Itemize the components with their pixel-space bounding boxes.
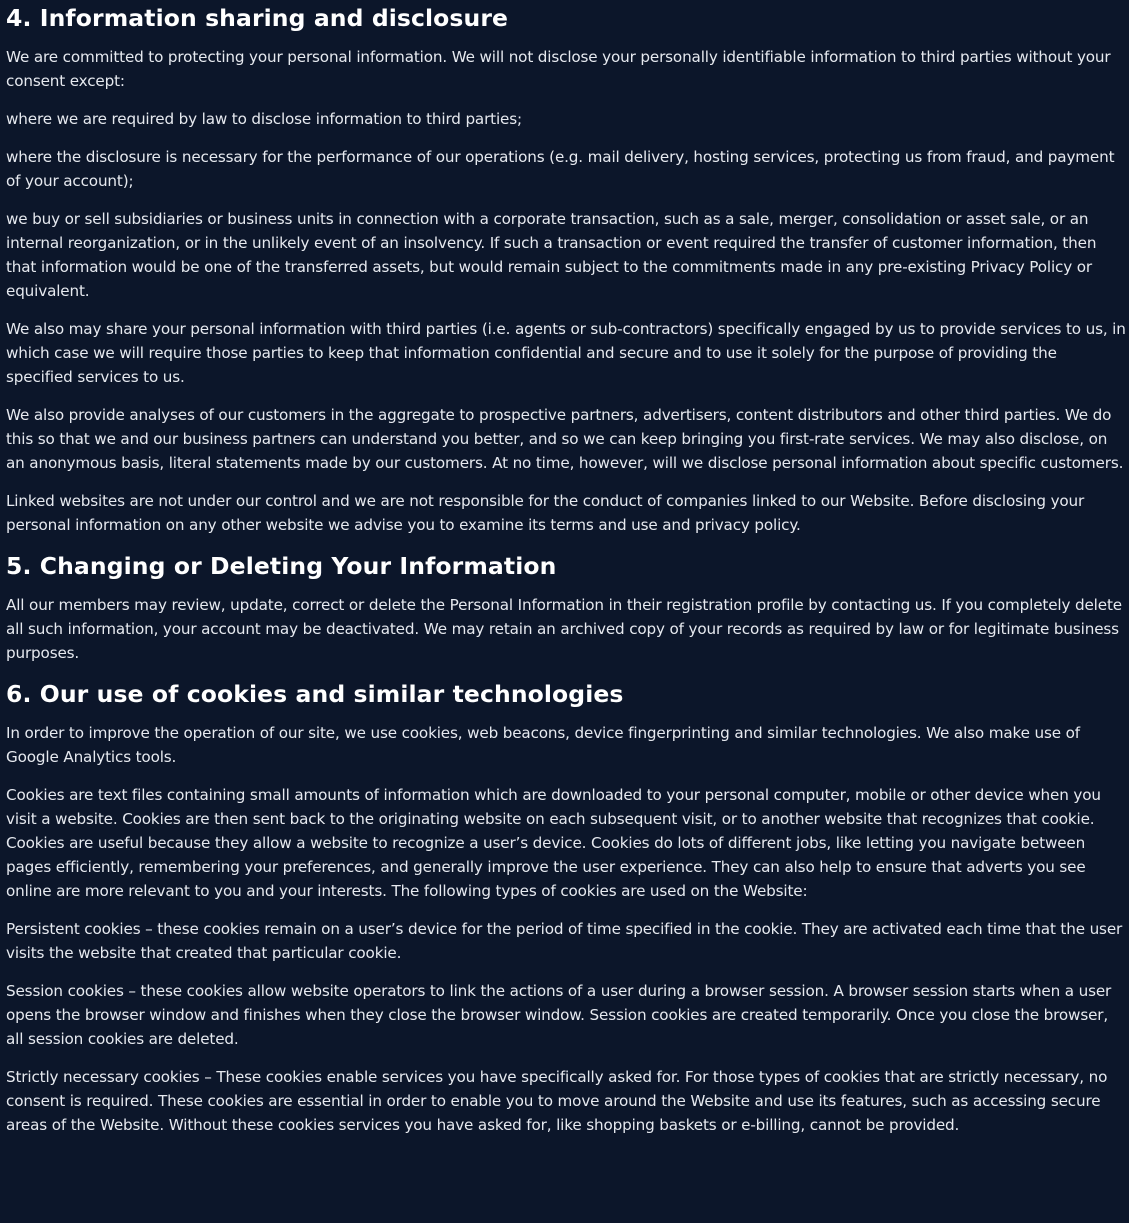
paragraph: Session cookies – these cookies allow website operators to link the actions of a user during a browser session. A browser session starts when a user opens the browser window and finishes when they close the browser window. Session cookies are created temporarily. Once you close the browser, all session cookies are deleted. (6, 982, 1112, 1048)
paragraph: where we are required by law to disclose information to third parties; (6, 110, 522, 128)
section-heading-cookies: 6. Our use of cookies and similar technologies (6, 680, 624, 708)
section-heading-changing-deleting: 5. Changing or Deleting Your Information (6, 552, 557, 580)
paragraph: we buy or sell subsidiaries or business units in connection with a corporate transaction, such as a sale, merger, consolidation or asset sale, or an internal reorganization, or in the unlikely event of an insolvency. If such a transaction or event required the transfer of customer information, then that information would be one of the transferred assets, but would remain subject to the commitments made in any pre-existing Privacy Policy or equivalent. (6, 210, 1097, 300)
privacy-policy-content (0, 3, 1129, 1137)
paragraph: We also provide analyses of our customers in the aggregate to prospective partners, advertisers, content distributors and other third parties. We do this so that we and our business partners can understand you better, and so we can keep bringing you first-rate services. We may also disclose, on an anonymous basis, literal statements made by our customers. At no time, however, will we disclose personal information about specific customers. (6, 406, 1124, 472)
paragraph: where the disclosure is necessary for the performance of our operations (e.g. mail delivery, hosting services, protecting us from fraud, and payment of your account); (6, 148, 1115, 190)
paragraph: In order to improve the operation of our site, we use cookies, web beacons, device fingerprinting and similar technologies. We also make use of Google Analytics tools. (6, 724, 1080, 766)
paragraph: Linked websites are not under our control and we are not responsible for the conduct of companies linked to our Website. Before disclosing your personal information on any other website we advise you to examine its terms and use and privacy policy. (6, 492, 1085, 534)
paragraph: We are committed to protecting your personal information. We will not disclose your personally identifiable information to third parties without your consent except: (6, 48, 1111, 90)
paragraph: Cookies are text files containing small amounts of information which are downloaded to your personal computer, mobile or other device when you visit a website. Cookies are then sent back to the originating website on each subsequent visit, or to another website that recognizes that cookie. Cookies are useful because they allow a website to recognize a user’s device. Cookies do lots of different jobs, like letting you navigate between pages efficiently, remembering your preferences, and generally improve the user experience. They can also help to ensure that adverts you see online are more relevant to you and your interests. The following types of cookies are used on the Website: (6, 786, 1101, 900)
paragraph: We also may share your personal information with third parties (i.e. agents or sub-contractors) specifically engaged by us to provide services to us, in which case we will require those parties to keep that information confidential and secure and to use it solely for the purpose of providing the specified services to us. (6, 320, 1126, 386)
paragraph: Persistent cookies – these cookies remain on a user’s device for the period of time specified in the cookie. They are activated each time that the user visits the website that created that particular cookie. (6, 920, 1123, 962)
paragraph: All our members may review, update, correct or delete the Personal Information in their registration profile by contacting us. If you completely delete all such information, your account may be deactivated. We may retain an archived copy of your records as required by law or for legitimate business purposes. (6, 596, 1122, 662)
section-heading-information-sharing: 4. Information sharing and disclosure (6, 4, 509, 32)
paragraph: Strictly necessary cookies – These cookies enable services you have specifically asked for. For those types of cookies that are strictly necessary, no consent is required. These cookies are essential in order to enable you to move around the Website and use its features, such as accessing secure areas of the Website. Without these cookies services you have asked for, like shopping baskets or e-billing, cannot be provided. (6, 1068, 1108, 1134)
